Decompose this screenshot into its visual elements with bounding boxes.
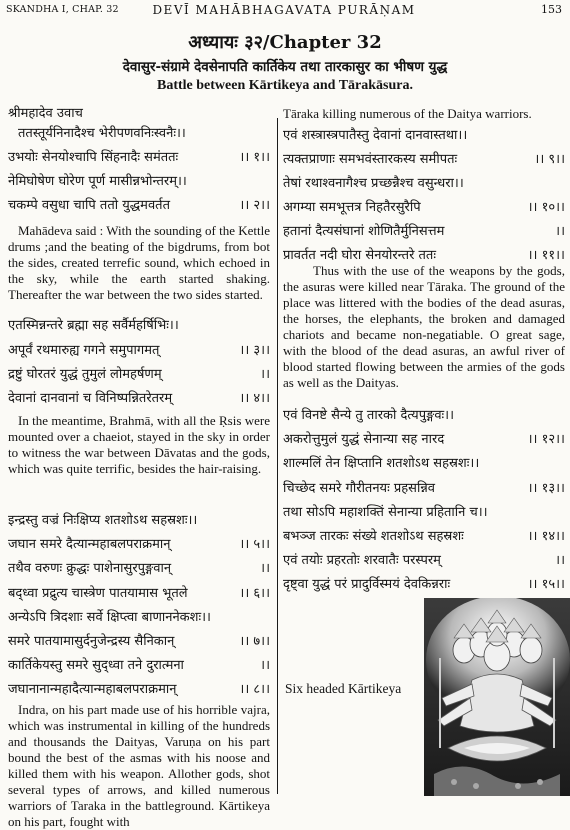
verse-number: ।। १५।। bbox=[527, 577, 565, 592]
verse-line bbox=[8, 365, 270, 384]
kartikeya-illustration bbox=[424, 598, 570, 796]
verse-number: ।। १४।। bbox=[527, 529, 565, 544]
verse-line bbox=[8, 196, 270, 215]
translation-paragraph: In the meantime, Brahmā, with all the Ṛsis were mounted over a chaeiot, stayed in the sky in order to witness the war between Dāvatas and the gods, which was quite terrific, besides the hair-raising. bbox=[8, 413, 270, 476]
verse-text: अन्येऽपि त्रिदशाः सर्वे क्षिप्त्वा बाणाननेकशः।। bbox=[8, 610, 211, 625]
verse-text: प्रावर्तत नदी घोरा सेनयोरन्तरे ततः bbox=[283, 248, 436, 263]
header-book-title: DEVĪ MAHĀBHAGAVATA PURĀṆAM bbox=[152, 3, 416, 17]
column-divider bbox=[277, 118, 278, 794]
verse-line bbox=[283, 222, 565, 241]
verse-text: एवं शस्त्रास्त्रपातैस्तु देवानां दानवास्तथा।। bbox=[283, 128, 468, 143]
verse-line bbox=[283, 503, 565, 522]
verse-text: दृष्ट्वा युद्धं परं प्रादुर्विस्मयं देवकिन्नराः bbox=[283, 577, 451, 592]
verse-line bbox=[283, 551, 565, 570]
verse-number: ।। ११।। bbox=[527, 248, 565, 263]
verse-text: कार्तिकेयस्तु समरे सुद्ध्वा तने दुरात्मना bbox=[8, 658, 184, 673]
verse-line bbox=[8, 559, 270, 578]
verse-text: चकम्पे वसुधा चापि ततो युद्धमवर्तत bbox=[8, 198, 170, 213]
verse-line bbox=[283, 174, 565, 193]
verse-line bbox=[8, 656, 270, 675]
verse-text: देवानां दानवानां च विनिष्पन्नितरेतरम् bbox=[8, 391, 173, 406]
verse-number: ।। ६।। bbox=[239, 586, 270, 601]
translation-paragraph: Mahādeva said : With the sounding of the Kettle drums ;and the beating of the bigdrums, from bot the sides, created terrefic sound, which echoed in the sky, while the earth started shaking. Thereafter the war between the two sides started. bbox=[8, 223, 270, 302]
verse-line bbox=[8, 535, 270, 554]
chapter-subtitle-english: Battle between Kārtikeya and Tārakāsura. bbox=[156, 78, 413, 93]
verse-text: शाल्मलिं तेन क्षिप्तानि शतशोऽथ सहस्रशः।। bbox=[283, 456, 480, 471]
chapter-subtitle-devanagari: देवासुर-संग्रामे देवसेनापति कार्तिकेय तथा तारकासुर का भीषण युद्ध bbox=[122, 59, 448, 75]
verse-text: अकरोत्तुमुलं युद्धं सेनान्या सह नारद bbox=[283, 432, 445, 447]
verse-number: ।। १०।। bbox=[527, 200, 565, 215]
verse-number: ।। ९।। bbox=[534, 152, 565, 167]
verse-number: ।। २।। bbox=[239, 198, 270, 213]
verse-line bbox=[283, 126, 565, 145]
verse-number: ।। ५।। bbox=[239, 537, 270, 552]
verse-line bbox=[283, 479, 565, 498]
verse-text: जघानानान्महादैत्यान्महाबलपराक्रमान् bbox=[8, 682, 177, 697]
translation-paragraph: Tāraka killing numerous of the Daitya warriors. bbox=[283, 106, 532, 121]
verse-line bbox=[283, 527, 565, 546]
verse-line bbox=[8, 584, 270, 603]
translation-paragraph: Indra, on his part made use of his horrible vajra, which was instrumental in killing of the hundreds and thousands the Daityas, Varuṇa on his part bound the best of the asmas with his noose and killed them with his weapon. Allother gods, shot several types of arrows, and killed numerous warriors of Taraka in the battleground. Kārtikeya on his part, fought with bbox=[8, 702, 270, 829]
verse-number: ।। bbox=[260, 367, 270, 382]
verse-line bbox=[8, 680, 270, 699]
verse-line bbox=[283, 150, 565, 169]
verse-number: ।। ८।। bbox=[239, 682, 270, 697]
verse-text: ततस्तूर्यनिनादैश्च भेरीपणवनिःस्वनैः।। bbox=[18, 126, 186, 141]
verse-line bbox=[8, 316, 270, 335]
verse-number: ।। bbox=[555, 553, 565, 568]
verse-text: तेषां रथाश्वनागैश्च प्रच्छन्नैश्च वसुन्धरा।। bbox=[283, 176, 464, 191]
header-section: SKANDHA I, CHAP. 32 bbox=[6, 4, 119, 15]
verse-number: ।। ७।। bbox=[239, 634, 270, 649]
verse-text: हतानां दैत्यसंघानां शोणितैर्मुनिसत्तम bbox=[283, 224, 445, 239]
verse-line bbox=[8, 608, 270, 627]
verse-line bbox=[8, 172, 270, 191]
verse-line bbox=[283, 198, 565, 217]
verse-line bbox=[283, 575, 565, 594]
verse-text: अपूर्वं रथमारुह्य गगने समुपागमत् bbox=[8, 343, 160, 358]
verse-line bbox=[283, 454, 565, 473]
verse-text: चिच्छेद समरे गौरीतनयः प्रहसन्निव bbox=[283, 481, 435, 496]
verse-line bbox=[8, 148, 270, 167]
verse-text: त्यक्तप्राणाः समभवंस्तारकस्य समीपतः bbox=[283, 152, 458, 167]
verse-line bbox=[8, 389, 270, 408]
verse-text: एवं तयोः प्रहरतोः शरवातैः परस्परम् bbox=[283, 553, 441, 568]
verse-number: ।। bbox=[555, 224, 565, 239]
verse-text: समरे पातयामासुर्दनुजेन्द्रस्य सैनिकान् bbox=[8, 634, 175, 649]
verse-line bbox=[8, 124, 270, 143]
verse-text: तथैव वरुणः क्रुद्धः पाशेनासुरपुङ्गवान् bbox=[8, 561, 172, 576]
verse-line bbox=[8, 511, 270, 530]
verse-text: बद्ध्वा प्रद्रुत्य चास्त्रेण पातयामास भूतले bbox=[8, 586, 188, 601]
verse-text: इन्द्रस्तु वज्रं निःक्षिप्य शतशोऽथ सहस्रशः।। bbox=[8, 513, 198, 528]
verse-number: ।। १२।। bbox=[527, 432, 565, 447]
verse-number: ।। ४।। bbox=[239, 391, 270, 406]
verse-text: तथा सोऽपि महाशक्तिं सेनान्या प्रहितानि च।। bbox=[283, 505, 488, 520]
translation-paragraph: Thus with the use of the weapons by the gods, the asuras were killed near Tāraka. The ground of the place was littered with the bodies of the dead asuras, the horses, the elephants, the broken and damaged chariots and became non-negatiable. O great sage, with the blood of the dead asuras, an awful river of blood started flowing between the armies of the gods as well as the Daityas. bbox=[283, 263, 565, 390]
page-number: 153 bbox=[541, 3, 562, 16]
verse-number: ।। bbox=[260, 658, 270, 673]
verse-text: उभयोः सेनयोश्चापि सिंहनादैः समंततः bbox=[8, 150, 179, 165]
verse-line bbox=[8, 341, 270, 360]
verse-line bbox=[283, 430, 565, 449]
verse-text: एवं विनष्टे सैन्ये तु तारको दैत्यपुङ्गवः।। bbox=[283, 408, 455, 423]
chapter-title: अध्यायः ३२/Chapter 32 bbox=[188, 32, 382, 53]
verse-number: ।। bbox=[260, 561, 270, 576]
verse-text: एतस्मिन्नन्तरे ब्रह्मा सह सर्वैर्महर्षिभिः।। bbox=[8, 318, 179, 333]
verse-text: द्रष्टुं घोरतरं युद्धं तुमुलं लोमहर्षणम् bbox=[8, 367, 162, 382]
verse-text: जघान समरे दैत्यान्महाबलपराक्रमान् bbox=[8, 537, 171, 552]
verse-number: ।। १।। bbox=[239, 150, 270, 165]
running-header bbox=[6, 3, 562, 19]
verse-number: ।। १३।। bbox=[527, 481, 565, 496]
speaker-label: श्रीमहादेव उवाच bbox=[8, 106, 83, 121]
verse-line bbox=[283, 406, 565, 425]
verse-line bbox=[8, 632, 270, 651]
figure-caption: Six headed Kārtikeya bbox=[285, 681, 402, 696]
verse-text: नेमिघोषेण घोरेण पूर्ण मासीन्नभोन्तरम्।। bbox=[8, 174, 187, 189]
verse-text: अगम्या समभूत्तत्र निहतैरसुरैपि bbox=[283, 200, 421, 215]
verse-number: ।। ३।। bbox=[239, 343, 270, 358]
verse-text: बभञ्ज तारकः संख्ये शतशोऽथ सहस्रशः bbox=[283, 529, 464, 544]
